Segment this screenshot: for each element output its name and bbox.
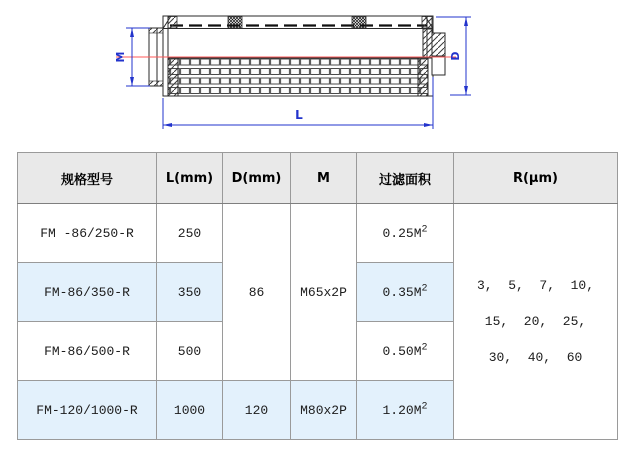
filter-technical-drawing bbox=[0, 0, 635, 148]
thread-cell: M80x2P bbox=[291, 381, 357, 440]
header-diameter: D(mm) bbox=[223, 153, 291, 204]
thread-cell-merged: M65x2P bbox=[291, 204, 357, 381]
model-cell: FM-120/1000-R bbox=[18, 381, 157, 440]
header-length: L(mm) bbox=[157, 153, 223, 204]
area-superscript: 2 bbox=[421, 342, 428, 354]
area-cell bbox=[357, 381, 454, 440]
area-value: 1.20M bbox=[382, 402, 422, 418]
header-thread: M bbox=[291, 153, 357, 204]
area-cell bbox=[357, 322, 454, 381]
dim-label-l: L bbox=[295, 108, 303, 122]
area-value: 0.25M bbox=[382, 225, 422, 241]
header-model: 规格型号 bbox=[18, 153, 157, 204]
filter-mesh bbox=[168, 58, 428, 96]
area-value: 0.50M bbox=[382, 343, 422, 359]
diameter-cell: 120 bbox=[223, 381, 291, 440]
length-cell: 1000 bbox=[157, 381, 223, 440]
area-value: 0.35M bbox=[382, 284, 422, 300]
area-superscript: 2 bbox=[421, 283, 428, 295]
rating-line: 30, 40, 60 bbox=[488, 349, 583, 365]
model-cell: FM-86/350-R bbox=[18, 263, 157, 322]
model-cell: FM-86/500-R bbox=[18, 322, 157, 381]
diameter-cell-merged: 86 bbox=[223, 204, 291, 381]
area-superscript: 2 bbox=[421, 401, 428, 413]
dim-label-m: M bbox=[114, 51, 127, 63]
area-cell bbox=[357, 263, 454, 322]
area-cell bbox=[357, 204, 454, 263]
spec-row bbox=[18, 204, 618, 263]
length-cell: 500 bbox=[157, 322, 223, 381]
rating-cell-merged bbox=[454, 204, 618, 440]
length-cell: 250 bbox=[157, 204, 223, 263]
model-cell: FM -86/250-R bbox=[18, 204, 157, 263]
rating-line: 15, 20, 25, bbox=[484, 313, 587, 329]
header-area: 过滤面积 bbox=[357, 153, 454, 204]
header-rating: R(μm) bbox=[454, 153, 618, 204]
dim-label-d: D bbox=[449, 51, 462, 61]
area-superscript: 2 bbox=[421, 224, 428, 236]
rating-line: 3, 5, 7, 10, bbox=[476, 277, 595, 293]
length-cell: 350 bbox=[157, 263, 223, 322]
spec-table bbox=[17, 152, 618, 440]
header-row bbox=[18, 153, 618, 204]
